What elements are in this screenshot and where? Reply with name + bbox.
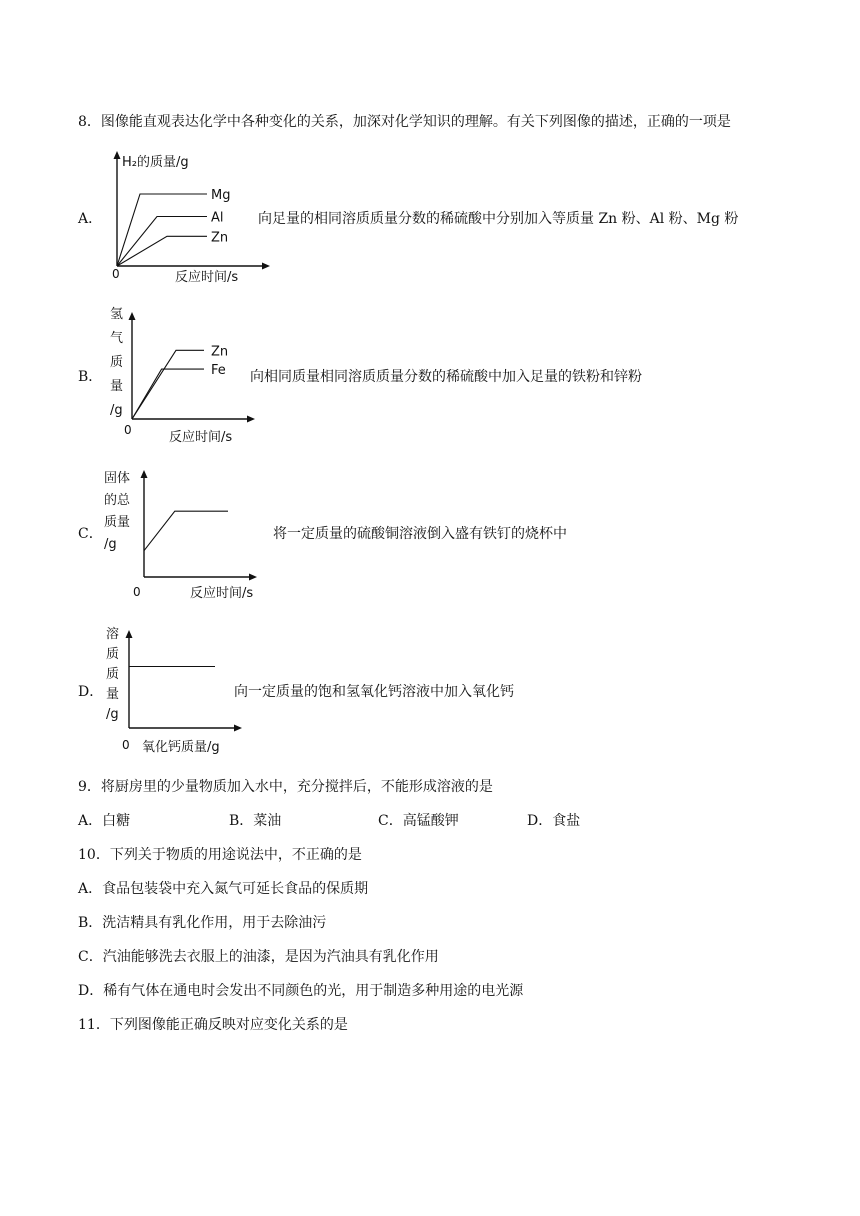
ylabel-line: /g bbox=[110, 403, 123, 418]
graph-a-y-arrow bbox=[114, 151, 121, 159]
graph-a-series-label: Mg bbox=[211, 188, 231, 203]
graph-b bbox=[100, 302, 265, 445]
graph-d-ylabel bbox=[106, 626, 119, 722]
ylabel-line: 气 bbox=[110, 331, 124, 346]
graph-b-x-arrow bbox=[247, 416, 255, 423]
graph-a-curve-zn bbox=[117, 236, 207, 266]
q10-option-c: C．汽油能够洗去衣服上的油漆，是因为汽油具有乳化作用 bbox=[78, 949, 439, 965]
ylabel-line: /g bbox=[106, 707, 119, 722]
graph-c-origin: 0 bbox=[133, 585, 141, 599]
ylabel-line: 质 bbox=[106, 647, 120, 662]
graph-b-series-label: Zn bbox=[211, 344, 229, 360]
graph-a bbox=[100, 148, 270, 283]
graph-c-curve bbox=[144, 511, 228, 550]
option-d-label: D． bbox=[78, 684, 104, 700]
question-10-stem: 10．下列关于物质的用途说法中，不正确的是 bbox=[78, 847, 362, 863]
ylabel-line: 质量 bbox=[104, 515, 131, 530]
graph-b-y-arrow bbox=[129, 312, 136, 320]
option-c-description: 将一定质量的硫酸铜溶液倒入盛有铁钉的烧杯中 bbox=[273, 526, 567, 542]
graph-b-series-label: Fe bbox=[211, 363, 226, 379]
graph-d-x-arrow bbox=[234, 725, 242, 732]
q9-option-b: B．菜油 bbox=[229, 813, 282, 829]
graph-c-xlabel: 反应时间/s bbox=[190, 586, 254, 601]
option-a-description: 向足量的相同溶质质量分数的稀硫酸中分别加入等质量 Zn 粉、Al 粉、Mg 粉 bbox=[258, 211, 739, 227]
graph-c bbox=[100, 465, 270, 600]
q10-option-a: A．食品包装袋中充入氮气可延长食品的保质期 bbox=[78, 881, 369, 897]
question-11-stem: 11．下列图像能正确反映对应变化关系的是 bbox=[78, 1017, 348, 1033]
ylabel-line: 质 bbox=[110, 355, 124, 370]
q10-option-b: B．洗洁精具有乳化作用，用于去除油污 bbox=[78, 915, 327, 931]
graph-a-xlabel: 反应时间/s bbox=[175, 270, 239, 285]
ylabel-line: 质 bbox=[106, 667, 120, 682]
graph-d-origin: 0 bbox=[122, 738, 130, 752]
graph-a-curve-mg bbox=[117, 194, 207, 266]
question-9-stem: 9．将厨房里的少量物质加入水中，充分搅拌后，不能形成溶液的是 bbox=[78, 779, 493, 795]
graph-d-xlabel: 氧化钙质量/g bbox=[142, 740, 220, 755]
option-b-description: 向相同质量相同溶质质量分数的稀硫酸中加入足量的铁粉和锌粉 bbox=[250, 369, 642, 385]
ylabel-line: 溶 bbox=[106, 627, 120, 642]
option-b-label: B． bbox=[78, 369, 103, 385]
graph-a-x-arrow bbox=[262, 263, 270, 270]
ylabel-line: 量 bbox=[110, 379, 124, 394]
graph-a-series-label: Al bbox=[211, 210, 224, 226]
graph-a-ylabel: H₂的质量/g bbox=[122, 155, 189, 170]
ylabel-line: 的总 bbox=[104, 493, 131, 508]
graph-b-curve-zn bbox=[132, 350, 204, 419]
ylabel-line: /g bbox=[104, 537, 117, 552]
graph-b-origin: 0 bbox=[124, 423, 132, 437]
q9-option-d: D．食盐 bbox=[527, 813, 581, 829]
ylabel-line: 量 bbox=[106, 687, 120, 702]
graph-b-xlabel: 反应时间/s bbox=[169, 430, 233, 445]
graph-c-y-arrow bbox=[141, 470, 148, 478]
q10-option-d: D．稀有气体在通电时会发出不同颜色的光，用于制造多种用途的电光源 bbox=[78, 983, 524, 999]
graph-d-y-arrow bbox=[126, 630, 133, 638]
question-8-stem: 8．图像能直观表达化学中各种变化的关系，加深对化学知识的理解。有关下列图像的描述，正确的一项是 bbox=[78, 114, 731, 130]
graph-c-ylabel bbox=[104, 470, 131, 552]
ylabel-line: 固体 bbox=[104, 471, 131, 486]
ylabel-line: 氢 bbox=[110, 307, 124, 322]
q9-option-a: A．白糖 bbox=[78, 813, 131, 829]
option-a-label: A． bbox=[78, 211, 103, 227]
option-d-description: 向一定质量的饱和氢氧化钙溶液中加入氧化钙 bbox=[234, 684, 514, 700]
graph-a-series-label: Zn bbox=[211, 230, 229, 246]
option-c-label: C． bbox=[78, 526, 103, 542]
graph-a-origin: 0 bbox=[112, 267, 120, 281]
graph-c-x-arrow bbox=[249, 574, 257, 581]
graph-b-ylabel bbox=[110, 307, 123, 418]
q9-option-c: C．高锰酸钾 bbox=[378, 813, 459, 829]
graph-b-curve-fe bbox=[132, 369, 204, 419]
